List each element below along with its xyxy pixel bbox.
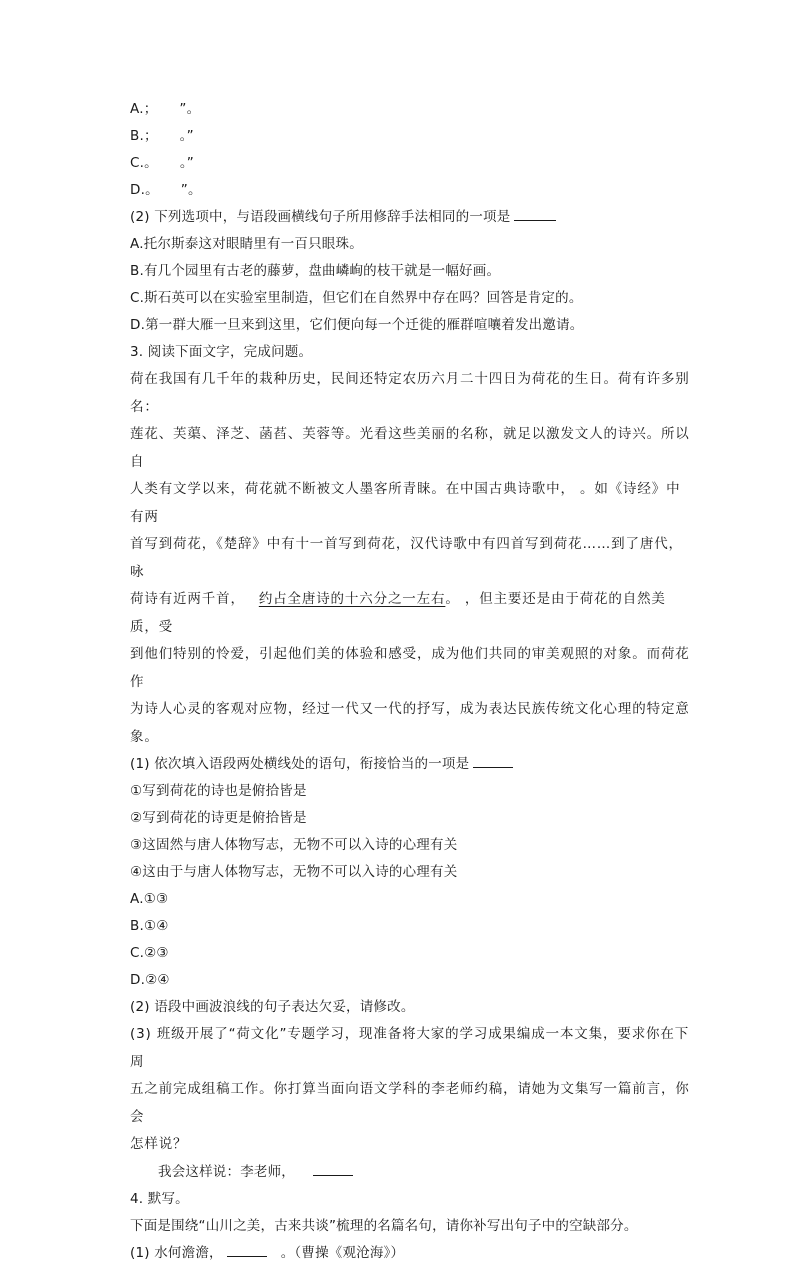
option-letter: B. (130, 128, 144, 144)
answer-blank[interactable] (227, 1242, 267, 1257)
choice-line: B.有几个园里有古老的藤萝，盘曲嶙峋的枝干就是一幅好画。 (130, 263, 501, 279)
question-line: 五之前完成组稿工作。你打算当面向语文学科的李老师约稿，请她为文集写一篇前言，你会 (130, 1081, 690, 1125)
passage-line: 首写到荷花，《楚辞》中有十一首写到荷花，汉代诗歌中有四首写到荷花……到了唐代，咏 (130, 536, 683, 580)
question-line: (3) 班级开展了“荷文化”专题学习，现准备将大家的学习成果编成一本文集，要求你在下周 (130, 1026, 690, 1070)
list-item: ①写到荷花的诗也是俯拾皆是 (130, 783, 307, 799)
option-letter: A. (130, 101, 144, 117)
question-stem: (1) 依次填入语段两处横线处的语句，衔接恰当的一项是 (130, 756, 470, 772)
passage-line (130, 586, 690, 641)
option-punct: 。” (179, 155, 194, 171)
choice-line: D.②④ (130, 972, 170, 988)
question-3-heading: 3. 阅读下面文字，完成问题。 (130, 344, 313, 360)
wavy-underlined-sentence: 约占全唐诗的十六分之一左右 (258, 591, 446, 607)
passage-line: 到他们特别的怜爱，引起他们美的体验和感受，成为他们共同的审美观照的对象。而荷花作 (130, 646, 690, 690)
answer-blank[interactable] (313, 1161, 353, 1176)
option-c-line (130, 150, 690, 177)
option-punct: ”。 (179, 101, 201, 117)
question-4-heading: 4. 默写。 (130, 1190, 189, 1207)
list-item: ②写到荷花的诗更是俯拾皆是 (130, 810, 307, 826)
option-punct: ”。 (180, 182, 202, 198)
passage-line: 莲花、芙蕖、泽芝、菡萏、芙蓉等。光看这些美丽的名称，就足以激发文人的诗兴。所以自 (130, 426, 690, 470)
choice-line: B.①④ (130, 918, 169, 934)
list-item: ④这由于与唐人体物写志，无物不可以入诗的心理有关 (130, 864, 458, 880)
option-b-line (130, 123, 690, 150)
exam-page (130, 96, 690, 1267)
q4-intro: 下面是围绕“山川之美，古来共谈”梳理的名篇名句，请你补写出句子中的空缺部分。 (130, 1217, 638, 1234)
choice-line: C.②③ (130, 945, 169, 961)
option-punct: ； (143, 128, 158, 144)
choice-line: D.第一群大雁一旦来到这里，它们便向每一个迁徙的雁群喧嚷着发出邀请。 (130, 317, 584, 333)
question-stem: (2) 下列选项中，与语段画横线句子所用修辞手法相同的一项是 (130, 209, 511, 225)
question-line: 怎样说？ (130, 1136, 188, 1152)
option-d-line (130, 177, 690, 204)
passage-text: 荷诗有近两千首， (130, 591, 245, 607)
option-punct: 。” (179, 128, 194, 144)
q2-sub2-stem (130, 204, 690, 231)
option-a-line (130, 96, 690, 123)
source-citation: 。（曹操《观沧海》） (280, 1244, 405, 1261)
choice-line: C.斯石英可以在实验室里制造，但它们在自然界中存在吗？回答是肯定的。 (130, 290, 583, 306)
passage-text: 。 ，但主要还是由于荷花的自然美质，受 (130, 591, 666, 635)
q3-sub2: (2) 语段中画波浪线的句子表达欠妥，请修改。 (130, 999, 415, 1015)
option-punct: ； (143, 101, 158, 117)
passage-line: 人类有文学以来，荷花就不断被文人墨客所青睐。在中国古典诗歌中， 。如《诗经》中有两 (130, 481, 681, 525)
q3-sub3 (130, 1021, 690, 1159)
list-item: ③这固然与唐人体物写志，无物不可以入诗的心理有关 (130, 837, 458, 853)
question-stem: (1) 水何澹澹， (130, 1244, 223, 1261)
answer-blank[interactable] (514, 206, 556, 221)
option-punct: 。 (145, 182, 159, 198)
choice-line: A.①③ (130, 891, 169, 907)
option-letter: C. (130, 155, 145, 171)
answer-blank[interactable] (473, 753, 513, 768)
q3-sub3-answer (130, 1159, 690, 1186)
answer-prefix: 我会这样说：李老师， (158, 1163, 295, 1180)
passage-line: 荷在我国有几千年的栽种历史，民间还特定农历六月二十四日为荷花的生日。荷有许多别名： (130, 371, 690, 415)
q3-sub1-stem (130, 751, 690, 778)
option-letter: D. (130, 182, 146, 198)
choice-line: A.托尔斯泰这对眼睛里有一百只眼珠。 (130, 236, 363, 252)
option-punct: 。 (144, 155, 158, 171)
passage-line: 为诗人心灵的客观对应物，经过一代又一代的抒写，成为表达民族传统文化心理的特定意象。 (130, 701, 690, 745)
q4-item-1 (130, 1240, 690, 1267)
reading-passage (130, 366, 690, 751)
